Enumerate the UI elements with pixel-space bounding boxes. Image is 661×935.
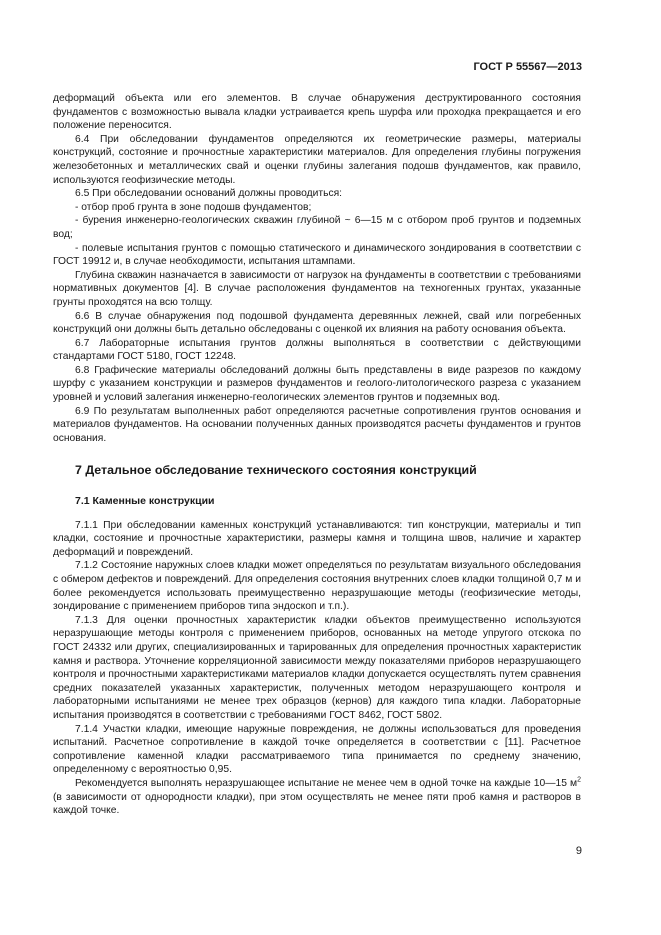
paragraph-7-1-1: 7.1.1 При обследовании каменных конструкций устанавливаются: тип конструкции, материалы и тип кладки, состояние и прочностные характеристики, размеры камня и толщина швов, наличие и характер деформаций и повреждений. bbox=[53, 519, 581, 558]
paragraph-6-6: 6.6 В случае обнаружения под подошвой фундамента деревянных лежней, свай или погребенных конструкций они должны быть детально обследованы с оценкой их влияния на работу основания объекта. bbox=[53, 310, 581, 336]
paragraph-6-9: 6.9 По результатам выполненных работ определяются расчетные сопротивления грунтов основания и материалов фундаментов. На основании полученных данных производятся расчеты фундаментов и грунтов основания. bbox=[53, 405, 581, 444]
paragraph-7-1-4: 7.1.4 Участки кладки, имеющие наружные повреждения, не должны использоваться для проведения испытаний. Расчетное сопротивление в каждой точке определяется в соответствии с [11]. Расчетное сопротивление каменной кладки рассматриваемого типа принимается по среднему значению, определенному с вероятностью 0,95. bbox=[53, 723, 581, 776]
paragraph-6-8: 6.8 Графические материалы обследований должны быть представлены в виде разрезов по каждому шурфу с указанием конструкции и размеров фундаментов и геолого-литологического разреза с указанием уровней и условий залегания инженерно-геологических элементов грунтов и подземных вод. bbox=[53, 364, 581, 404]
paragraph-recommendation bbox=[53, 777, 581, 818]
recommendation-text-end: (в зависимости от однородности кладки), при этом осуществлять не менее пяти проб камня и растворов в каждой точке. bbox=[53, 791, 581, 817]
subsection-heading: 7.1 Каменные конструкции bbox=[75, 495, 215, 508]
paragraph-6-7: 6.7 Лабораторные испытания грунтов должны выполняться в соответствии с действующими стандартами ГОСТ 5180, ГОСТ 12248. bbox=[53, 337, 581, 363]
page-body bbox=[53, 92, 581, 818]
list-item: - отбор проб грунта в зоне подошв фундаментов; bbox=[75, 201, 312, 213]
paragraph-6-5: 6.5 При обследовании оснований должны проводиться: bbox=[75, 188, 343, 200]
paragraph-continuation: деформаций объекта или его элементов. В случае обнаружения деструктированного состояния фундаментов с возможностью вывала кладки устраивается крепь шурфа или проходка прекращается и его положение переносится. bbox=[53, 93, 581, 132]
page-number: 9 bbox=[575, 845, 582, 857]
paragraph-depth: Глубина скважин назначается в зависимости от нагрузок на фундаменты в соответствии с требованиями нормативных документов [4]. В случае расположения фундаментов на техногенных грунтах, указанные грунты проходятся на всю толщу. bbox=[53, 269, 581, 308]
list-item: - полевые испытания грунтов с помощью статического и динамического зондирования в соответствии с ГОСТ 19912 и, в случае необходимости, испытания штампами. bbox=[53, 242, 581, 268]
section-heading: 7 Детальное обследование технического состояния конструкций bbox=[75, 463, 477, 478]
recommendation-text-start: Рекомендуется выполнять неразрушающее испытание не менее чем в одной точке на каждые 10—15 м bbox=[75, 777, 578, 789]
paragraph-7-1-3: 7.1.3 Для оценки прочностных характеристик кладки объектов преимущественно используются неразрушающие методы контроля с применением приборов, основанных на методе упругого отскока по ГОСТ 24332 или других, специализированных и тарированных для определения прочностных характеристик камня и раствора. Уточнение корреляционной зависимости между показателями приборов неразрушающего контроля и прочностными характеристиками материалов кладки допускается осуществлять путем сравнения средних показателей указанных характеристик, полученных методом неразрушающего контроля и лабораторными испытаниями не менее трех образцов (кернов) для каждого типа кладки. Лабораторные испытания производятся в соответствии с требованиями ГОСТ 8462, ГОСТ 5802. bbox=[53, 614, 581, 721]
paragraph-6-4: 6.4 При обследовании фундаментов определяются их геометрические размеры, материалы конструкций, состояние и прочностные характеристики материалов. Для определения глубины погружения железобетонных и металлических свай и оценки глубины залегания подошв фундаментов, как правило, используются геофизические методы. bbox=[53, 133, 581, 186]
document-header: ГОСТ Р 55567—2013 bbox=[473, 61, 582, 73]
paragraph-7-1-2: 7.1.2 Состояние наружных слоев кладки может определяться по результатам визуального обследования с обмером дефектов и повреждений. Для определения состояния внутренних слоев кладки толщиной 0,7 м и более рекомендуется использовать преимущественно неразрушающие методы (геофизические методы, зондирование с применением приборов типа эндоскоп и т.п.). bbox=[53, 560, 581, 613]
list-item: - бурения инженерно-геологических скважин глубиной ~ 6—15 м с отбором проб грунтов и подземных вод; bbox=[53, 215, 581, 240]
superscript: 2 bbox=[577, 776, 581, 784]
